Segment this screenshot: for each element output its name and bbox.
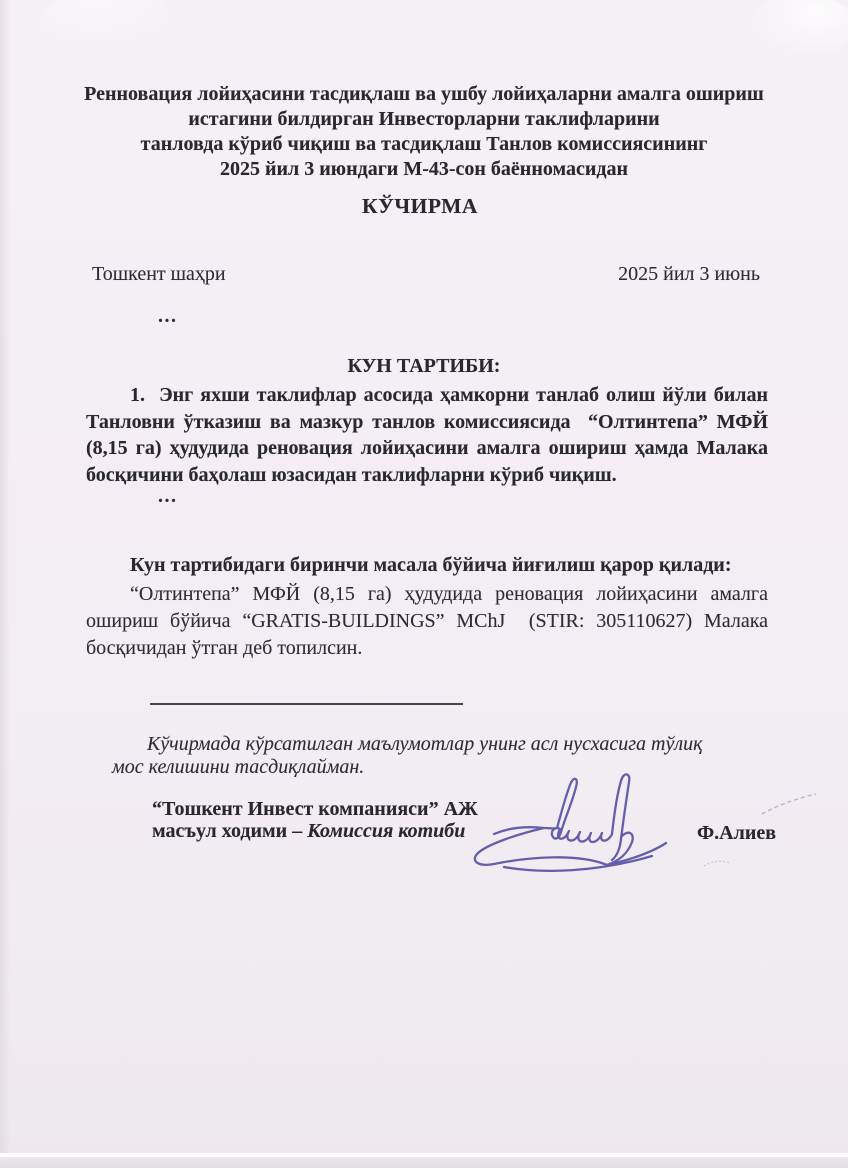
meta-row <box>92 263 760 286</box>
scan-paper-edge <box>0 1157 848 1168</box>
signatory-role-prefix: масъул ходими – <box>152 820 308 842</box>
header-line-3: танловда кўриб чиқиш ва тасдиқлаш Танлов комиссиясининг <box>140 133 708 155</box>
document-header <box>82 82 766 182</box>
city-label: Тошкент шаҳри <box>92 263 226 285</box>
date-label: 2025 йил 3 июнь <box>618 263 760 285</box>
header-line-1: Ренновация лойиҳасини тасдиқлаш ва ушбу лойиҳаларни амалга ошириш <box>84 83 764 105</box>
signatory-block <box>152 798 478 842</box>
omission-ellipsis-2: ... <box>158 485 178 507</box>
agenda-heading: КУН ТАРТИБИ: <box>347 355 501 377</box>
paper-crease-top-left <box>40 0 180 46</box>
handwritten-signature <box>448 768 700 880</box>
certification-note: Кўчирмада кўрсатилган маълумотлар унинг асл нусхасига тўлиқ мос келишини тасдиқлайман. <box>112 733 703 778</box>
stray-pen-mark <box>760 792 820 818</box>
paper-fold-top-right <box>746 0 848 58</box>
pencil-smudge <box>702 856 732 870</box>
signatory-role-title: Комиссия котиби <box>307 820 466 842</box>
signer-name: Ф.Алиев <box>697 822 777 844</box>
header-line-4: 2025 йил 3 июндаги М-43-сон баённомасидан <box>220 158 628 180</box>
decision-paragraph: “Олтинтепа” МФЙ (8,15 га) ҳудудида реновация лойиҳасини амалга ошириш бўйича “GRATIS-BUILDINGS” MChJ (STIR: 305110627) Малака босқичидан ўтган деб топилсин. <box>86 583 768 659</box>
scan-left-edge-shadow <box>0 0 10 1168</box>
signatory-role-line <box>152 820 478 842</box>
agenda-item-1: 1. Энг яхши таклифлар асосида ҳамкорни танлаб олиш йўли билан Танловни ўтказиш ва мазкур танлов комиссиясида “Олтинтепа” МФЙ (8,15 га) ҳудудида реновация лойиҳасини амалга ошириш ҳамда Малака босқичини баҳолаш юзасидан таклифларни кўриб чиқиш. <box>86 384 768 486</box>
header-line-2: истагини билдирган Инвесторларни таклифларини <box>188 108 660 130</box>
document-title: КЎЧИРМА <box>362 194 478 218</box>
decision-heading: Кун тартибидаги биринчи масала бўйича йиғилиш қарор қилади: <box>130 554 732 576</box>
omission-ellipsis-1: ... <box>158 305 178 327</box>
signature-rule-line <box>150 703 463 705</box>
signature-stroke <box>607 774 633 865</box>
signatory-organization: “Тошкент Инвест компанияси” АЖ <box>152 798 478 820</box>
signature-stroke <box>494 779 612 842</box>
